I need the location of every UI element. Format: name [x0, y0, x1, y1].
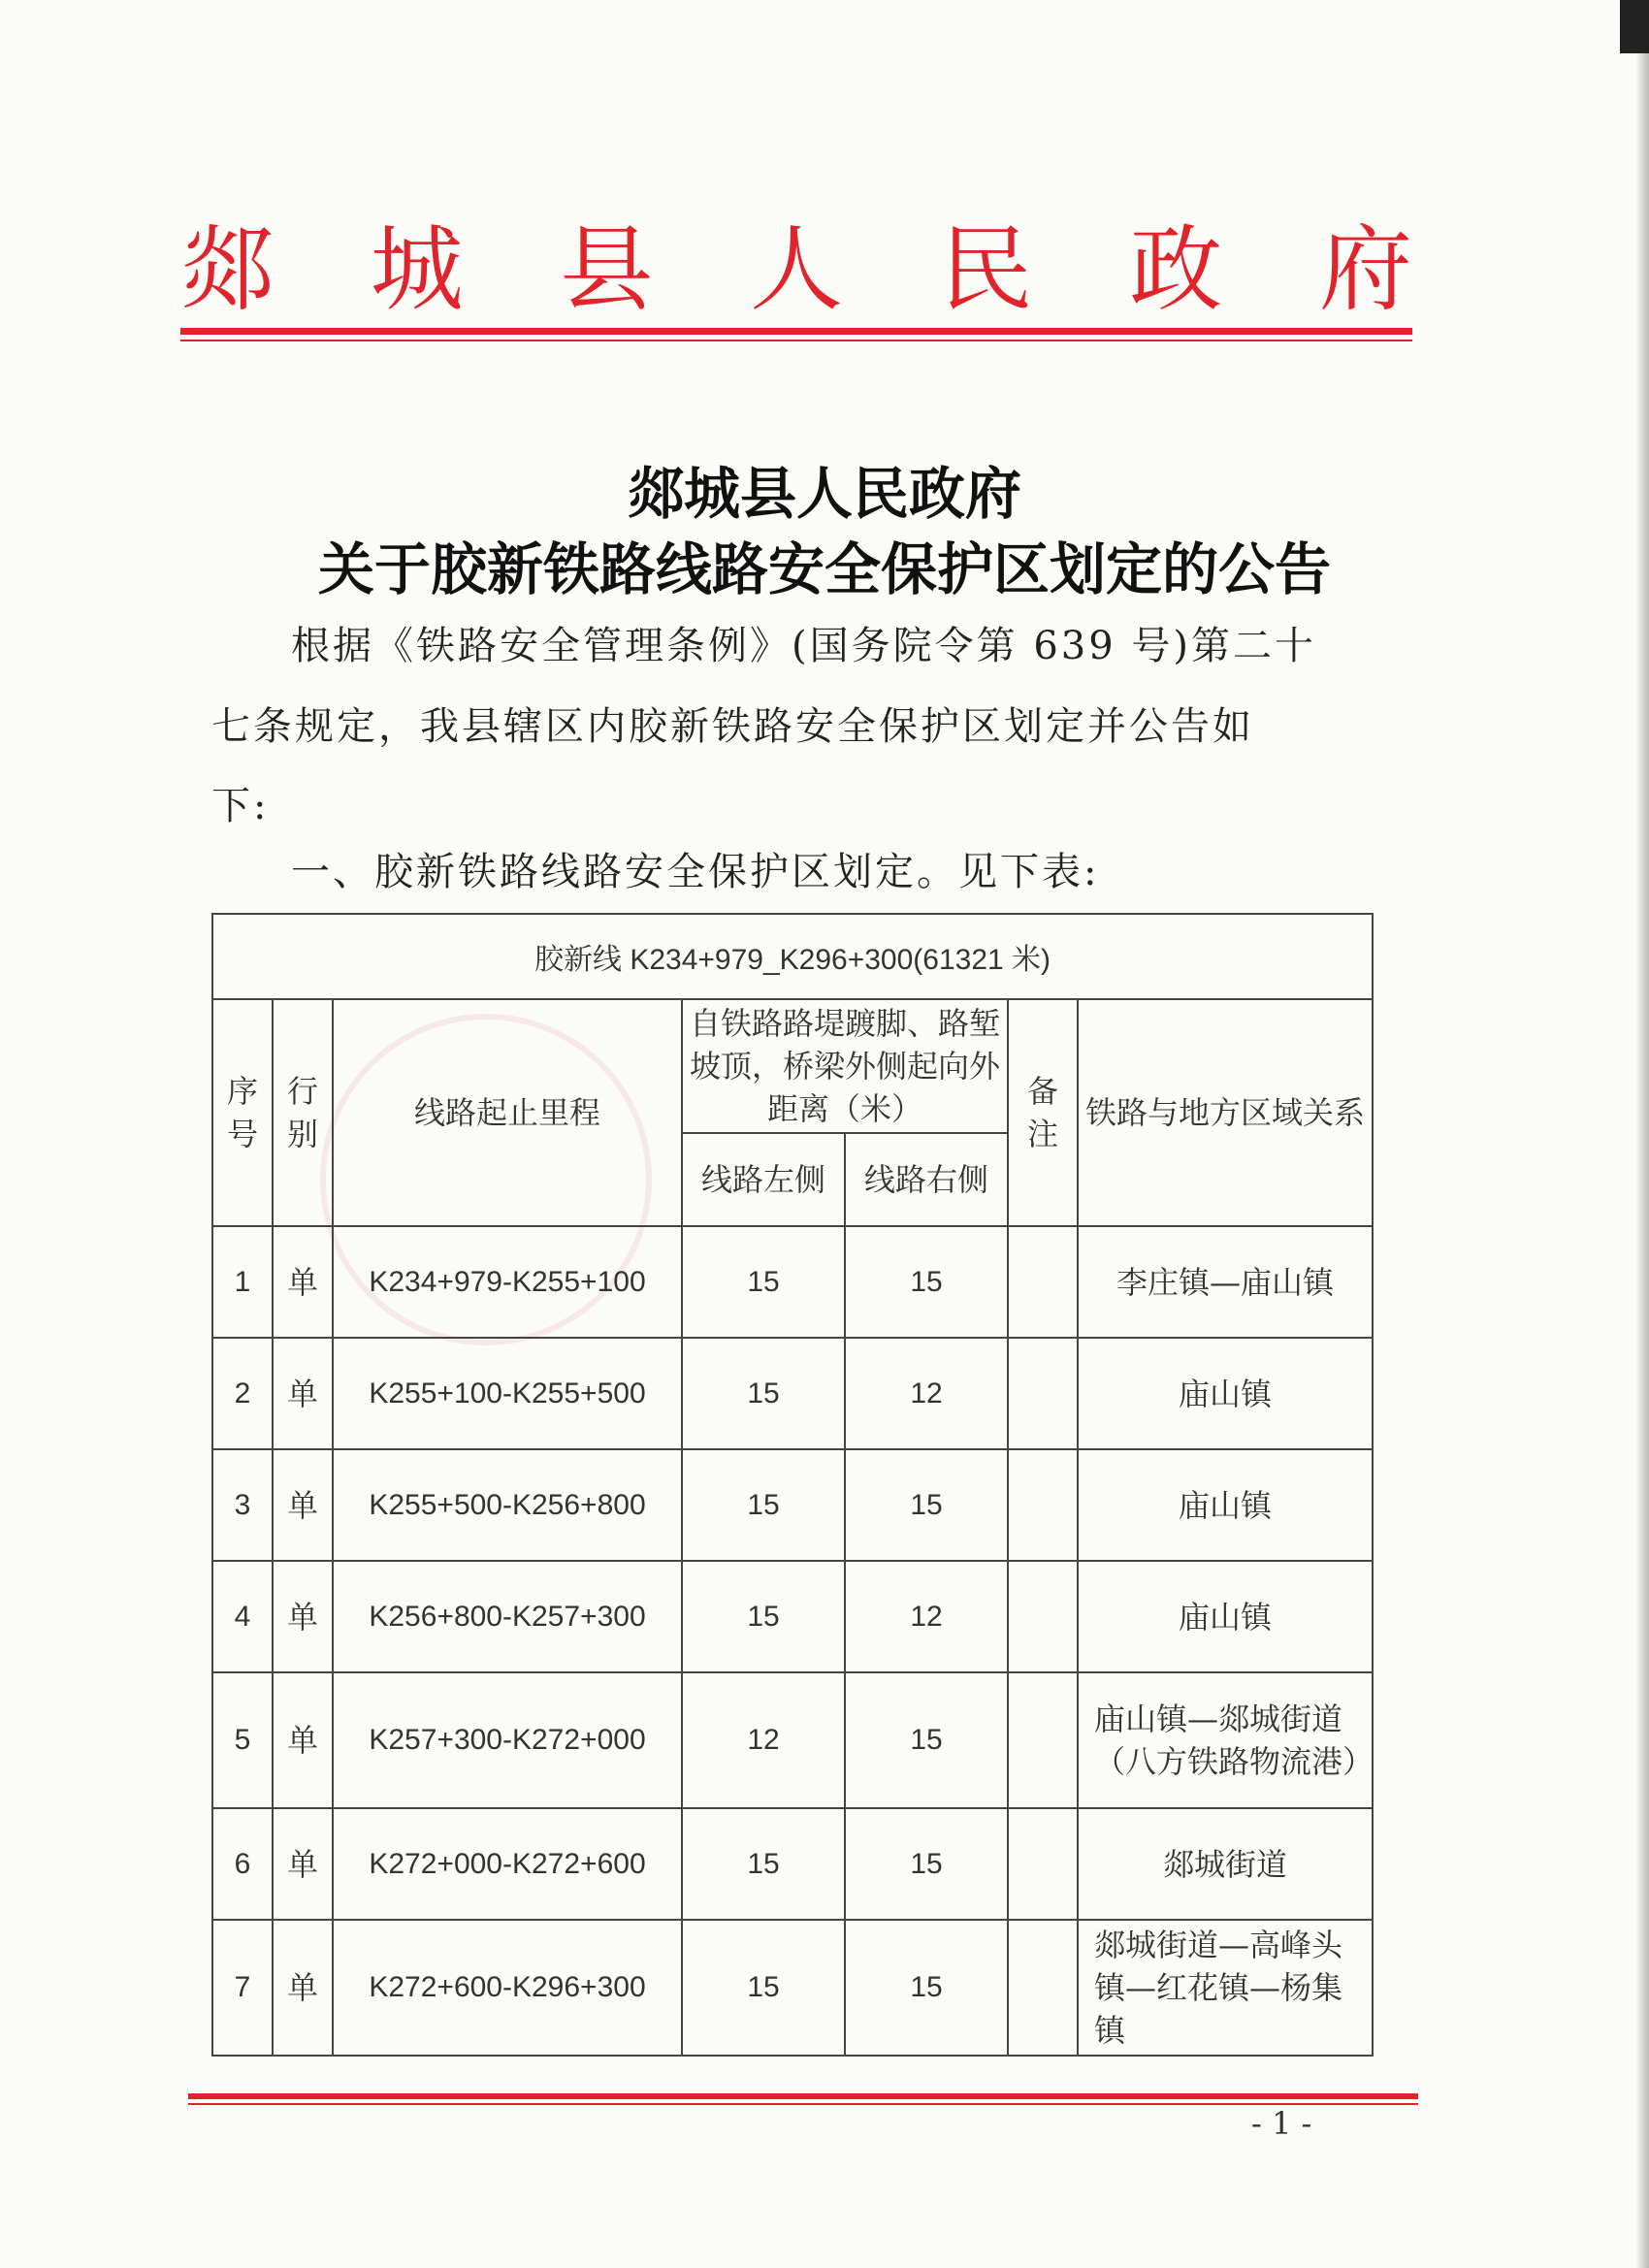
cell-right: 15 [845, 1449, 1008, 1561]
letterhead-char: 人 [749, 214, 843, 324]
cell-right: 15 [845, 1808, 1008, 1920]
cell-seq: 7 [212, 1920, 273, 2056]
cell-seq: 4 [212, 1561, 273, 1672]
cell-left: 12 [682, 1672, 845, 1808]
cell-seq: 3 [212, 1449, 273, 1561]
title-line-1: 郯城县人民政府 [627, 461, 1021, 527]
cell-left: 15 [682, 1338, 845, 1449]
cell-left: 15 [682, 1449, 845, 1561]
cell-mileage: K272+600-K296+300 [333, 1920, 682, 2056]
table-row [212, 1808, 1373, 1920]
cell-note [1008, 1561, 1078, 1672]
intro-line-2: 七条规定，我县辖区内胶新铁路安全保护区划定并公告如 [211, 704, 1254, 749]
cell-relation: 庙山镇 [1078, 1561, 1373, 1672]
cell-left: 15 [682, 1561, 845, 1672]
header-note: 备注 [1008, 999, 1078, 1226]
cell-line-type: 单 [273, 1561, 333, 1672]
table-row [212, 1226, 1373, 1338]
cell-line-type: 单 [273, 1449, 333, 1561]
cell-seq: 6 [212, 1808, 273, 1920]
letterhead [180, 209, 1412, 324]
cell-left: 15 [682, 1920, 845, 2056]
letterhead-char: 民 [939, 214, 1033, 324]
table-row [212, 1449, 1373, 1561]
cell-right: 15 [845, 1672, 1008, 1808]
header-relation: 铁路与地方区域关系 [1078, 999, 1373, 1226]
header-mileage: 线路起止里程 [333, 999, 682, 1226]
page-edge-shadow [1635, 0, 1649, 2268]
cell-right: 15 [845, 1226, 1008, 1338]
header-seq: 序号 [212, 999, 273, 1226]
cell-left: 15 [682, 1226, 845, 1338]
header-line-type: 行别 [273, 999, 333, 1226]
table-caption: 胶新线 K234+979_K296+300(61321 米) [212, 914, 1373, 999]
cell-right: 15 [845, 1920, 1008, 2056]
table-row [212, 1338, 1373, 1449]
cell-seq: 5 [212, 1672, 273, 1808]
header-red-rule-thick [180, 328, 1412, 335]
title-line-2: 关于胶新铁路线路安全保护区划定的公告 [317, 536, 1331, 602]
intro-line-1: 根据《铁路安全管理条例》(国务院令第 639 号)第二十 [291, 624, 1316, 668]
letterhead-char: 郯 [180, 214, 274, 324]
footer-red-rule-thin [188, 2103, 1418, 2105]
header-red-rule-thin [180, 340, 1412, 341]
cell-mileage: K272+000-K272+600 [333, 1808, 682, 1920]
cell-note [1008, 1226, 1078, 1338]
letterhead-char: 县 [560, 214, 654, 324]
cell-line-type: 单 [273, 1920, 333, 2056]
header-distance: 自铁路路堤踱脚、路堑坡顶，桥梁外侧起向外距离（米） [682, 999, 1008, 1133]
cell-relation: 庙山镇 [1078, 1338, 1373, 1449]
letterhead-char: 府 [1318, 214, 1412, 324]
table-row [212, 1920, 1373, 2056]
cell-note [1008, 1672, 1078, 1808]
cell-mileage: K255+100-K255+500 [333, 1338, 682, 1449]
cell-right: 12 [845, 1338, 1008, 1449]
page-number: - 1 - [1251, 2105, 1312, 2142]
cell-line-type: 单 [273, 1226, 333, 1338]
cell-note [1008, 1338, 1078, 1449]
cell-mileage: K257+300-K272+000 [333, 1672, 682, 1808]
letterhead-char: 政 [1129, 214, 1223, 324]
cell-note [1008, 1449, 1078, 1561]
cell-line-type: 单 [273, 1672, 333, 1808]
cell-mileage: K255+500-K256+800 [333, 1449, 682, 1561]
table-row [212, 1672, 1373, 1808]
cell-note [1008, 1920, 1078, 2056]
cell-mileage: K256+800-K257+300 [333, 1561, 682, 1672]
scan-corner-mark [1620, 0, 1649, 53]
header-right: 线路右侧 [845, 1133, 1008, 1226]
intro-line-3: 下: [211, 784, 270, 828]
cell-left: 15 [682, 1808, 845, 1920]
cell-relation: 李庄镇—庙山镇 [1078, 1226, 1373, 1338]
cell-seq: 2 [212, 1338, 273, 1449]
cell-line-type: 单 [273, 1808, 333, 1920]
cell-relation: 庙山镇 [1078, 1449, 1373, 1561]
cell-seq: 1 [212, 1226, 273, 1338]
cell-mileage: K234+979-K255+100 [333, 1226, 682, 1338]
letterhead-char: 城 [370, 214, 464, 324]
section-1-heading: 一、胶新铁路线路安全保护区划定。见下表: [291, 850, 1100, 894]
protection-zone-table [211, 913, 1374, 2057]
cell-relation: 庙山镇—郯城街道（八方铁路物流港） [1078, 1672, 1373, 1808]
cell-line-type: 单 [273, 1338, 333, 1449]
cell-relation: 郯城街道 [1078, 1808, 1373, 1920]
table-row [212, 1561, 1373, 1672]
cell-right: 12 [845, 1561, 1008, 1672]
cell-relation: 郯城街道—高峰头镇—红花镇—杨集镇 [1078, 1920, 1373, 2056]
footer-red-rule-thick [188, 2093, 1418, 2099]
cell-note [1008, 1808, 1078, 1920]
header-left: 线路左侧 [682, 1133, 845, 1226]
